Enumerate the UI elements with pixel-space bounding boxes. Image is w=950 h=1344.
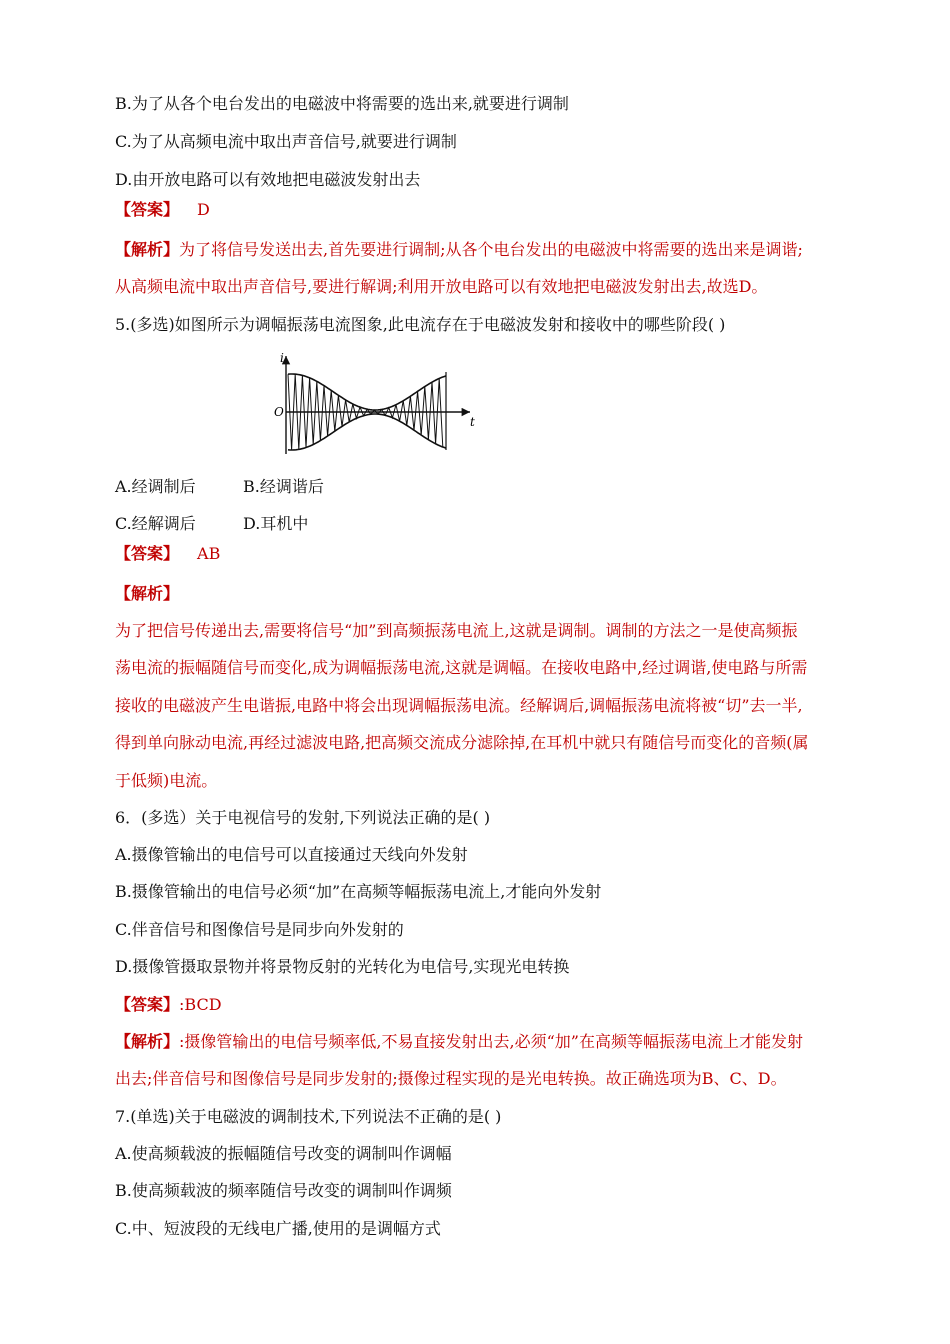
upper-envelope xyxy=(288,374,446,410)
q5-option-c: C.经解调后 xyxy=(115,514,196,533)
analysis-tag: 【解析】 xyxy=(115,584,180,603)
q4-option-b: B.为了从各个电台发出的电磁波中将需要的选出来,就要进行调制 xyxy=(115,94,569,113)
analysis-text: :摄像管输出的电信号频率低,不易直接发射出去,必须“加”在高频等幅振荡电流上才能发射 xyxy=(179,1032,803,1051)
q5-analysis-line: 接收的电磁波产生电谐振,电路中将会出现调幅振荡电流。经解调后,调幅振荡电流将被“切”去一半, xyxy=(115,696,803,715)
q6-answer xyxy=(115,995,222,1015)
q7-option-b: B.使高频载波的频率随信号改变的调制叫作调频 xyxy=(115,1181,452,1200)
q5-analysis-line: 得到单向脉动电流,再经过滤波电路,把高频交流成分滤除掉,在耳机中就只有随信号而变化的音频(属 xyxy=(115,733,809,752)
analysis-text: 为了将信号发送出去,首先要进行调制;从各个电台发出的电磁波中将需要的选出来是调谐; xyxy=(179,240,803,259)
analysis-tag: 【解析】 xyxy=(115,240,180,259)
q4-analysis-line1 xyxy=(115,240,803,260)
analysis-tag: 【解析】 xyxy=(115,1032,180,1051)
q5-analysis-line: 于低频)电流。 xyxy=(115,771,218,790)
answer-tag: 【答案】 xyxy=(115,544,180,563)
q5-option-d: D.耳机中 xyxy=(243,514,309,533)
q6-option-c: C.伴音信号和图像信号是同步向外发射的 xyxy=(115,920,404,939)
carrier-wave xyxy=(288,374,443,450)
x-axis-label: t xyxy=(470,415,475,429)
q5-analysis-line: 为了把信号传递出去,需要将信号“加”到高频振荡电流上,这就是调制。调制的方法之一是使高频振 xyxy=(115,621,798,640)
am-current-figure xyxy=(270,350,480,460)
q6-stem: 6．(多选）关于电视信号的发射,下列说法正确的是( ) xyxy=(115,808,491,827)
answer-value: D xyxy=(197,200,210,219)
q6-analysis-line1 xyxy=(115,1032,803,1052)
q5-option-b: B.经调谐后 xyxy=(243,477,324,496)
q5-option-a: A.经调制后 xyxy=(115,477,196,496)
q7-option-c: C.中、短波段的无线电广播,使用的是调幅方式 xyxy=(115,1219,441,1238)
q5-stem: 5.(多选)如图所示为调幅振荡电流图象,此电流存在于电磁波发射和接收中的哪些阶段( ) xyxy=(115,315,726,334)
answer-value: AB xyxy=(197,544,221,563)
q4-option-c: C.为了从高频电流中取出声音信号,就要进行调制 xyxy=(115,132,457,151)
q6-option-b: B.摄像管输出的电信号必须“加”在高频等幅振荡电流上,才能向外发射 xyxy=(115,882,602,901)
q4-analysis-line2: 从高频电流中取出声音信号,要进行解调;利用开放电路可以有效地把电磁波发射出去,故选D。 xyxy=(115,277,768,296)
q5-analysis-line: 荡电流的振幅随信号而变化,成为调幅振荡电流,这就是调幅。在接收电路中,经过调谐,使电路与所需 xyxy=(115,658,808,677)
q6-option-a: A.摄像管输出的电信号可以直接通过天线向外发射 xyxy=(115,845,468,864)
q6-option-d: D.摄像管摄取景物并将景物反射的光转化为电信号,实现光电转换 xyxy=(115,957,570,976)
q5-analysis-tag xyxy=(115,584,179,604)
q7-option-a: A.使高频载波的振幅随信号改变的调制叫作调幅 xyxy=(115,1144,452,1163)
q4-answer xyxy=(115,200,210,220)
q4-option-d: D.由开放电路可以有效地把电磁波发射出去 xyxy=(115,170,421,189)
q6-analysis-line2: 出去;伴音信号和图像信号是同步发射的;摄像过程实现的是光电转换。故正确选项为B、C、D。 xyxy=(115,1069,787,1088)
origin-label: O xyxy=(274,405,284,419)
y-axis-label: i xyxy=(280,351,284,365)
answer-value: :BCD xyxy=(179,995,222,1014)
q5-answer xyxy=(115,544,220,564)
answer-tag: 【答案】 xyxy=(115,995,180,1014)
answer-tag: 【答案】 xyxy=(115,200,180,219)
q7-stem: 7.(单选)关于电磁波的调制技术,下列说法不正确的是( ) xyxy=(115,1107,502,1126)
